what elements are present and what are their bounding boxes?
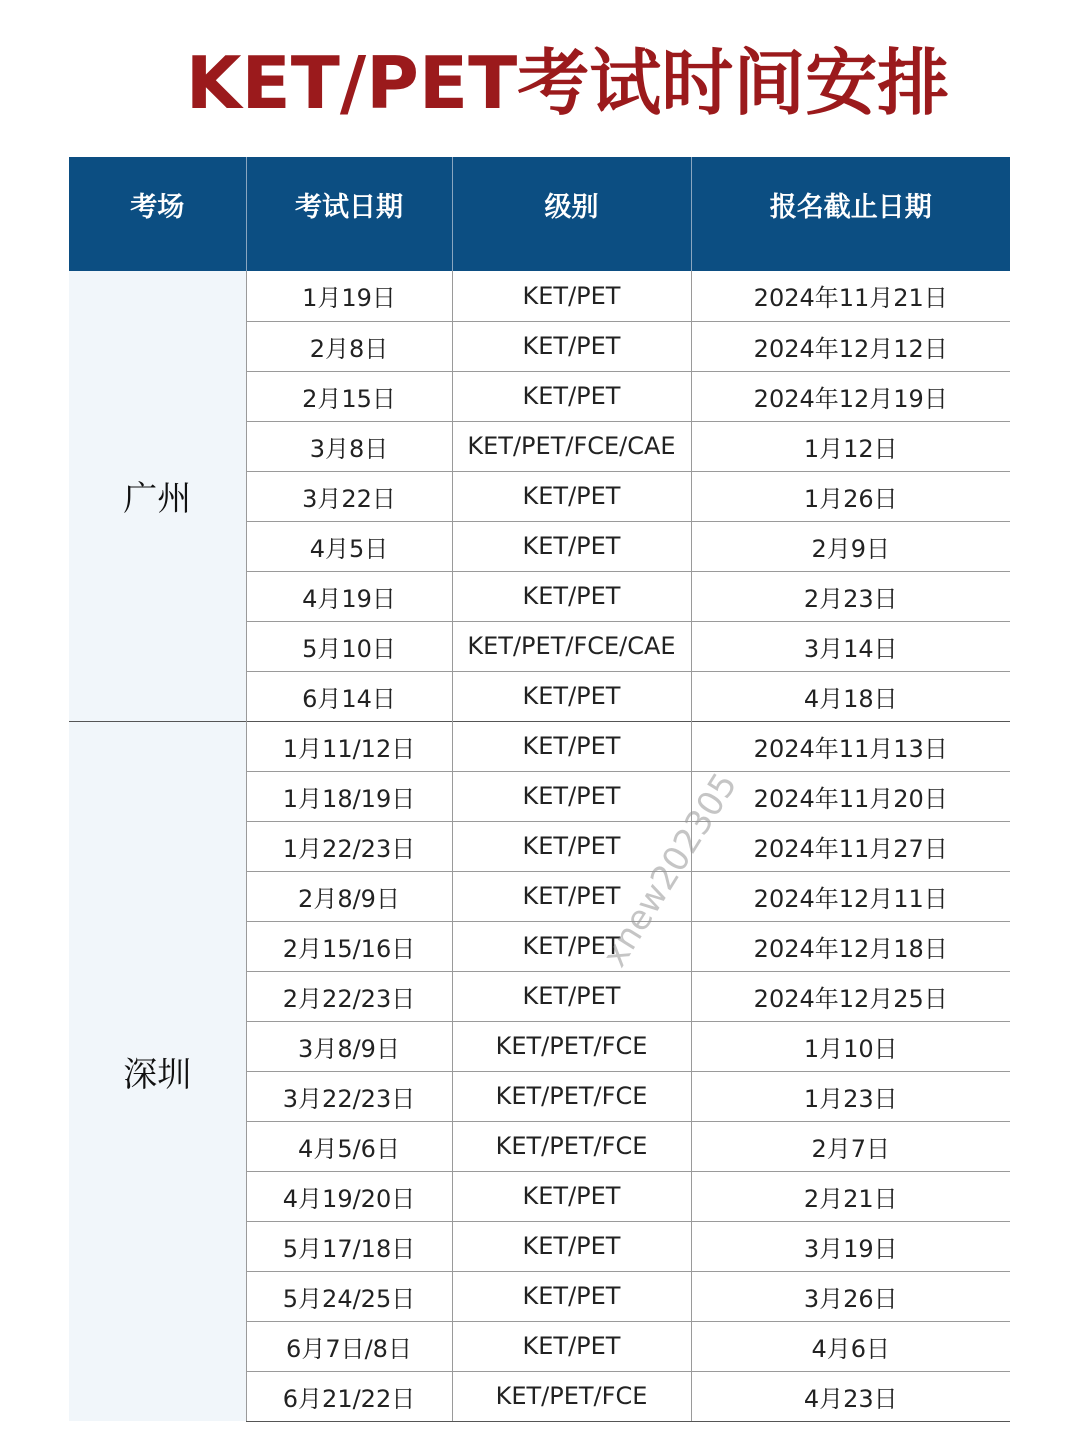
deadline-cell: 2月21日 (691, 1171, 1010, 1221)
deadline-cell: 3月26日 (691, 1271, 1010, 1321)
level-cell: KET/PET (452, 471, 691, 521)
level-cell: KET/PET (452, 871, 691, 921)
exam-date-cell: 6月14日 (246, 671, 452, 721)
venue-cell: 广州 (69, 271, 246, 721)
exam-date-cell: 2月8日 (246, 321, 452, 371)
exam-date-cell: 2月22/23日 (246, 971, 452, 1021)
deadline-cell: 2024年12月25日 (691, 971, 1010, 1021)
deadline-cell: 4月6日 (691, 1321, 1010, 1371)
level-cell: KET/PET (452, 671, 691, 721)
exam-date-cell: 4月19日 (246, 571, 452, 621)
deadline-cell: 3月14日 (691, 621, 1010, 671)
level-cell: KET/PET/FCE (452, 1371, 691, 1421)
deadline-cell: 1月10日 (691, 1021, 1010, 1071)
exam-date-cell: 3月8/9日 (246, 1021, 452, 1071)
deadline-cell: 2024年12月11日 (691, 871, 1010, 921)
exam-schedule-table (69, 157, 1010, 1422)
exam-date-cell: 2月8/9日 (246, 871, 452, 921)
exam-date-cell: 5月17/18日 (246, 1221, 452, 1271)
exam-date-cell: 3月22/23日 (246, 1071, 452, 1121)
deadline-cell: 2024年12月18日 (691, 921, 1010, 971)
exam-date-cell: 6月7日/8日 (246, 1321, 452, 1371)
header-level: 级别 (452, 157, 691, 271)
level-cell: KET/PET/FCE (452, 1071, 691, 1121)
level-cell: KET/PET (452, 321, 691, 371)
exam-date-cell: 2月15/16日 (246, 921, 452, 971)
level-cell: KET/PET/FCE (452, 1121, 691, 1171)
level-cell: KET/PET (452, 921, 691, 971)
level-cell: KET/PET (452, 1271, 691, 1321)
level-cell: KET/PET (452, 971, 691, 1021)
exam-date-cell: 1月22/23日 (246, 821, 452, 871)
deadline-cell: 2024年11月21日 (691, 271, 1010, 321)
deadline-cell: 2月23日 (691, 571, 1010, 621)
deadline-cell: 4月23日 (691, 1371, 1010, 1421)
exam-date-cell: 5月24/25日 (246, 1271, 452, 1321)
level-cell: KET/PET (452, 521, 691, 571)
table-row (69, 271, 1010, 321)
exam-date-cell: 5月10日 (246, 621, 452, 671)
deadline-cell: 2024年12月12日 (691, 321, 1010, 371)
watermark: xnew202305 (594, 766, 746, 974)
deadline-cell: 3月19日 (691, 1221, 1010, 1271)
table-row (69, 721, 1010, 771)
level-cell: KET/PET (452, 571, 691, 621)
deadline-cell: 1月23日 (691, 1071, 1010, 1121)
level-cell: KET/PET (452, 1221, 691, 1271)
level-cell: KET/PET (452, 771, 691, 821)
deadline-cell: 1月12日 (691, 421, 1010, 471)
header-venue: 考场 (69, 157, 246, 271)
level-cell: KET/PET/FCE/CAE (452, 421, 691, 471)
deadline-cell: 2024年11月27日 (691, 821, 1010, 871)
deadline-cell: 2024年12月19日 (691, 371, 1010, 421)
table-body (69, 271, 1010, 1421)
header-row (69, 157, 1010, 271)
exam-date-cell: 6月21/22日 (246, 1371, 452, 1421)
page-title: KET/PET考试时间安排 (185, 41, 950, 125)
table-header (69, 157, 1010, 271)
deadline-cell: 2024年11月13日 (691, 721, 1010, 771)
exam-date-cell: 1月11/12日 (246, 721, 452, 771)
header-exam-date: 考试日期 (246, 157, 452, 271)
deadline-cell: 2月7日 (691, 1121, 1010, 1171)
level-cell: KET/PET (452, 721, 691, 771)
exam-date-cell: 4月5/6日 (246, 1121, 452, 1171)
venue-cell: 深圳 (69, 721, 246, 1421)
level-cell: KET/PET (452, 371, 691, 421)
exam-date-cell: 2月15日 (246, 371, 452, 421)
level-cell: KET/PET/FCE/CAE (452, 621, 691, 671)
level-cell: KET/PET (452, 1171, 691, 1221)
deadline-cell: 4月18日 (691, 671, 1010, 721)
deadline-cell: 2月9日 (691, 521, 1010, 571)
exam-date-cell: 1月18/19日 (246, 771, 452, 821)
level-cell: KET/PET/FCE (452, 1021, 691, 1071)
exam-date-cell: 3月8日 (246, 421, 452, 471)
exam-date-cell: 3月22日 (246, 471, 452, 521)
exam-date-cell: 4月5日 (246, 521, 452, 571)
level-cell: KET/PET (452, 1321, 691, 1371)
deadline-cell: 1月26日 (691, 471, 1010, 521)
deadline-cell: 2024年11月20日 (691, 771, 1010, 821)
header-deadline: 报名截止日期 (691, 157, 1010, 271)
exam-date-cell: 4月19/20日 (246, 1171, 452, 1221)
level-cell: KET/PET (452, 821, 691, 871)
level-cell: KET/PET (452, 271, 691, 321)
exam-date-cell: 1月19日 (246, 271, 452, 321)
